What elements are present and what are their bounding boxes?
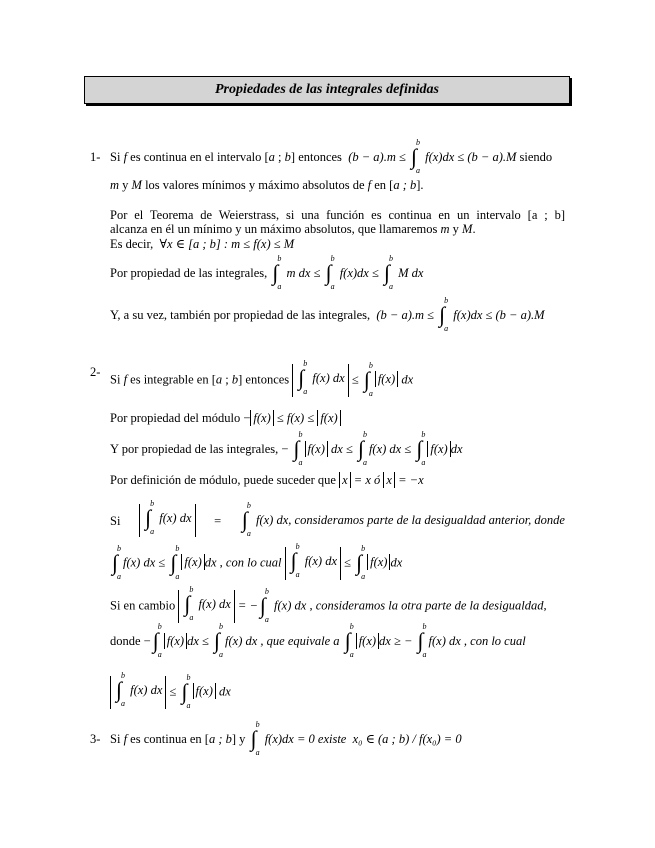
p1-also [110, 296, 545, 334]
title-text: Propiedades de las integrales definidas [215, 82, 439, 97]
p3-statement [110, 720, 462, 758]
math-text: y [122, 178, 129, 192]
p1-weierstrass-2 [110, 221, 476, 237]
integral-symbol: ∫ [250, 726, 257, 752]
math-text: f(x) dx , con lo cual [428, 634, 526, 648]
math-text: a ; b [208, 732, 232, 746]
integral-sign [250, 720, 261, 758]
integral-symbol: ∫ [170, 549, 177, 575]
p2-modulus [110, 410, 341, 426]
upper-limit: b [295, 542, 300, 552]
integral-sign [438, 296, 449, 334]
math-text: Si [110, 150, 121, 164]
item-number-1: 1- [90, 150, 101, 164]
integral-symbol: ∫ [357, 436, 364, 462]
integral-symbol: ∫ [293, 436, 300, 462]
lower-limit: a [189, 613, 194, 623]
math-text: a ; b [393, 178, 417, 192]
upper-limit: b [117, 543, 121, 553]
integral-sign [325, 254, 336, 292]
p1-integral-property [110, 254, 424, 292]
integral-sign [417, 622, 428, 660]
page-title [84, 76, 570, 104]
math-text: f [123, 732, 128, 746]
absolute-value: f(x) [181, 554, 204, 570]
math-text: (b − a).m ≤ [348, 150, 406, 164]
math-text: f(x) dx [304, 554, 337, 568]
integral-sign [115, 671, 126, 709]
upper-limit: b [219, 622, 224, 632]
math-text [240, 501, 565, 539]
math-text: f(x) dx [312, 371, 345, 385]
math-text: f(x) dx , consideramos la otra parte de la desigualdad, [274, 598, 547, 613]
integral-symbol: ∫ [272, 260, 279, 286]
math-text: Y, a su vez, también por propiedad de las integrales, [110, 308, 371, 322]
upper-limit: b [255, 720, 260, 730]
integral-symbol: ∫ [184, 591, 191, 617]
integral-sign [383, 254, 394, 292]
absolute-value: f(x) [367, 554, 390, 570]
math-text: dx , con lo cual [204, 555, 282, 570]
lower-limit: a [157, 650, 162, 660]
math-text: f [367, 178, 372, 192]
math-text: f [123, 372, 128, 387]
integral-symbol: ∫ [439, 302, 446, 328]
upper-limit: b [415, 138, 420, 148]
integral-sign [363, 360, 374, 398]
math-text: Si [110, 513, 121, 528]
absolute-value: f(x) [305, 441, 328, 457]
integral-sign [271, 254, 282, 292]
upper-limit: b [298, 430, 303, 440]
math-text: donde − [110, 634, 151, 648]
integral-symbol: ∫ [417, 628, 424, 654]
lower-limit: a [277, 282, 282, 292]
math-text: ]. [416, 178, 424, 192]
upper-limit: b [361, 543, 366, 553]
upper-limit: b [388, 254, 393, 264]
integral-symbol: ∫ [112, 549, 119, 575]
lower-limit: a [422, 650, 427, 660]
integral-symbol: ∫ [344, 628, 351, 654]
upper-limit: b [150, 499, 155, 509]
lower-limit: a [362, 458, 367, 468]
math-text: Por definición de módulo, puede suceder que [110, 473, 336, 487]
integral-symbol: ∫ [259, 592, 266, 618]
p2-conclusion [110, 671, 231, 710]
upper-limit: b [330, 254, 335, 264]
math-text: Y por propiedad de las integrales, [110, 442, 279, 456]
p1-es-decir [110, 236, 294, 252]
p1-weierstrass-1: Por el Teorema de Weierstrass, si una función es continua en un intervalo [a ; b] [110, 208, 565, 222]
integral-symbol: ∫ [416, 436, 423, 462]
math-text: f(x)dx ≤ (b − a).M [425, 150, 517, 164]
lower-limit: a [175, 571, 180, 581]
lower-limit: a [246, 529, 251, 539]
integral-symbol: ∫ [214, 628, 221, 654]
math-text: Es decir, [110, 237, 154, 251]
lower-limit: a [361, 571, 366, 581]
math-text: es continua en el intervalo [ [130, 150, 269, 164]
math-text: dx [390, 555, 403, 570]
math-text: . [472, 222, 476, 236]
math-text: = −x [398, 473, 424, 487]
math-text: alcanza en él un mínimo y un máximo absolutos, que llamaremos [110, 222, 438, 236]
upper-limit: b [422, 622, 427, 632]
math-text: b [284, 150, 291, 164]
integral-sign [355, 543, 366, 581]
math-text: Por propiedad del módulo [110, 411, 241, 425]
math-text: dx [401, 372, 414, 387]
upper-limit: b [421, 430, 426, 440]
math-text: ≤ f(x) ≤ [276, 411, 315, 425]
integral-sign [357, 430, 368, 468]
math-text: ] entonces [290, 150, 342, 164]
math-text: Si [110, 732, 121, 746]
math-text: M dx [398, 266, 424, 280]
lower-limit: a [121, 699, 125, 709]
lower-limit: a [330, 282, 335, 292]
absolute-value: f(x) [317, 410, 340, 426]
integral-sign [259, 586, 270, 624]
p2-case-1 [110, 499, 565, 539]
absolute-value: x [339, 472, 351, 488]
math-text: ; [274, 150, 285, 164]
integral-symbol: ∫ [383, 260, 390, 286]
upper-limit: b [264, 586, 269, 596]
lower-limit: a [186, 700, 191, 710]
integral-symbol: ∫ [145, 505, 152, 531]
lower-limit: a [421, 458, 426, 468]
p2-header [110, 359, 414, 398]
math-text: = [214, 513, 222, 528]
math-text: m [110, 178, 120, 192]
integral-symbol: ∫ [298, 365, 305, 391]
item-number-3: 3- [90, 732, 101, 746]
math-text: siendo [519, 150, 553, 164]
p2-case-2-cont [110, 622, 565, 660]
integral-sign [241, 501, 252, 539]
math-text: ≤ [169, 684, 177, 699]
upper-limit: b [175, 543, 180, 553]
math-text: dx ≤ [331, 442, 353, 456]
math-text: a [268, 150, 275, 164]
math-text: los valores mínimos y máximo absolutos de [145, 178, 365, 192]
lower-limit: a [415, 166, 420, 176]
math-text: ∀x ∈ [a ; b] : m ≤ f(x) ≤ M [159, 237, 295, 251]
upper-limit: b [444, 296, 449, 306]
absolute-value [110, 671, 166, 709]
math-text: f(x)dx ≤ [339, 266, 379, 280]
p1-line-2 [110, 177, 424, 193]
absolute-value [139, 499, 195, 537]
math-text: ; [222, 372, 232, 387]
math-text: − [243, 411, 251, 425]
math-text: = − [237, 598, 258, 613]
math-text: ≤ [344, 555, 351, 570]
integral-sign [181, 672, 192, 710]
integral-sign [293, 430, 304, 468]
integral-sign [183, 585, 194, 623]
math-text: f(x) dx [130, 683, 163, 697]
math-text: ] y [231, 732, 246, 746]
integral-sign [344, 622, 355, 660]
item-number-2: 2- [90, 365, 101, 379]
math-text: Si [110, 372, 121, 387]
math-text: dx ≤ [187, 634, 209, 648]
math-text: m dx ≤ [286, 266, 321, 280]
p2-case-2 [110, 585, 565, 624]
math-text: Si en cambio [110, 598, 176, 613]
integral-sign [152, 622, 163, 660]
lower-limit: a [444, 324, 449, 334]
integral-sign [415, 430, 426, 468]
upper-limit: b [121, 671, 125, 681]
math-text: f [123, 150, 128, 164]
math-text: dx [450, 442, 463, 456]
integral-sign [410, 138, 421, 176]
absolute-value: f(x) [375, 371, 398, 387]
math-text: (b − a).m ≤ [376, 308, 435, 322]
integral-symbol: ∫ [356, 549, 363, 575]
upper-limit: b [303, 359, 308, 369]
math-text: ≤ [351, 372, 359, 387]
math-text: y [452, 222, 459, 236]
integral-symbol: ∫ [241, 507, 248, 533]
upper-limit: b [157, 622, 162, 632]
absolute-value [292, 359, 348, 397]
p2-definition [110, 472, 424, 488]
integral-sign [111, 543, 122, 581]
math-text: a [215, 372, 223, 387]
math-text: b [231, 372, 239, 387]
integral-symbol: ∫ [152, 628, 159, 654]
integral-sign [290, 542, 301, 580]
p2-case-1-cont [110, 542, 403, 581]
math-text: dx [219, 684, 231, 699]
absolute-value: f(x) [427, 441, 450, 457]
upper-limit: b [189, 585, 194, 595]
integral-sign [144, 499, 155, 537]
lower-limit: a [150, 527, 155, 537]
absolute-value [285, 542, 341, 580]
integral-symbol: ∫ [410, 144, 417, 170]
math-text: f(x) dx [159, 511, 192, 525]
upper-limit: b [277, 254, 282, 264]
integral-symbol: ∫ [290, 548, 297, 574]
lower-limit: a [349, 650, 354, 660]
upper-limit: b [246, 501, 251, 511]
absolute-value [178, 585, 234, 623]
math-text: dx ≥ − [379, 634, 413, 648]
p2-integral-property [110, 430, 463, 468]
absolute-value: x [383, 472, 395, 488]
lower-limit: a [255, 748, 260, 758]
integral-sign [213, 622, 224, 660]
p1-line-1 [110, 138, 565, 176]
math-text: Por propiedad de las integrales, [110, 266, 268, 280]
math-text: f(x) dx [198, 597, 231, 611]
math-text: = x ó [353, 473, 381, 487]
integral-symbol: ∫ [325, 260, 332, 286]
math-text: es integrable en [ [130, 372, 216, 387]
integral-sign [169, 543, 180, 581]
math-text: en [ [374, 178, 394, 192]
lower-limit: a [368, 388, 373, 398]
math-text: f(x) dx ≤ [368, 442, 412, 456]
integral-sign [297, 359, 308, 397]
math-text: f(x) dx, consideramos parte de la desigualdad anterior, donde [256, 513, 565, 527]
math-text: es continua en [ [130, 732, 209, 746]
lower-limit: a [388, 282, 393, 292]
math-text: f(x)dx ≤ (b − a).M [453, 308, 545, 322]
lower-limit: a [295, 570, 300, 580]
lower-limit: a [219, 650, 224, 660]
integral-symbol: ∫ [363, 366, 370, 392]
integral-symbol: ∫ [181, 678, 188, 704]
math-text: − [281, 442, 289, 456]
math-text: x₀ ∈ (a ; b) / f(x₀) = 0 [352, 732, 462, 746]
math-text: ] entonces [238, 372, 290, 387]
upper-limit: b [368, 360, 373, 370]
math-text: f(x) dx ≤ [123, 555, 166, 570]
integral-symbol: ∫ [116, 677, 123, 703]
absolute-value: f(x) [193, 683, 216, 699]
absolute-value: f(x) [250, 410, 273, 426]
math-text: M [131, 178, 142, 192]
math-text: f(x) dx , que equivale a [225, 634, 340, 648]
lower-limit: a [264, 614, 269, 624]
lower-limit: a [298, 458, 303, 468]
absolute-value: f(x) [356, 633, 379, 649]
math-text: m [440, 222, 450, 236]
math-text: M [462, 222, 473, 236]
math-text: f(x)dx = 0 existe [264, 732, 347, 746]
upper-limit: b [362, 430, 367, 440]
lower-limit: a [117, 571, 121, 581]
upper-limit: b [349, 622, 354, 632]
upper-limit: b [186, 672, 191, 682]
lower-limit: a [303, 387, 308, 397]
absolute-value: f(x) [164, 633, 187, 649]
